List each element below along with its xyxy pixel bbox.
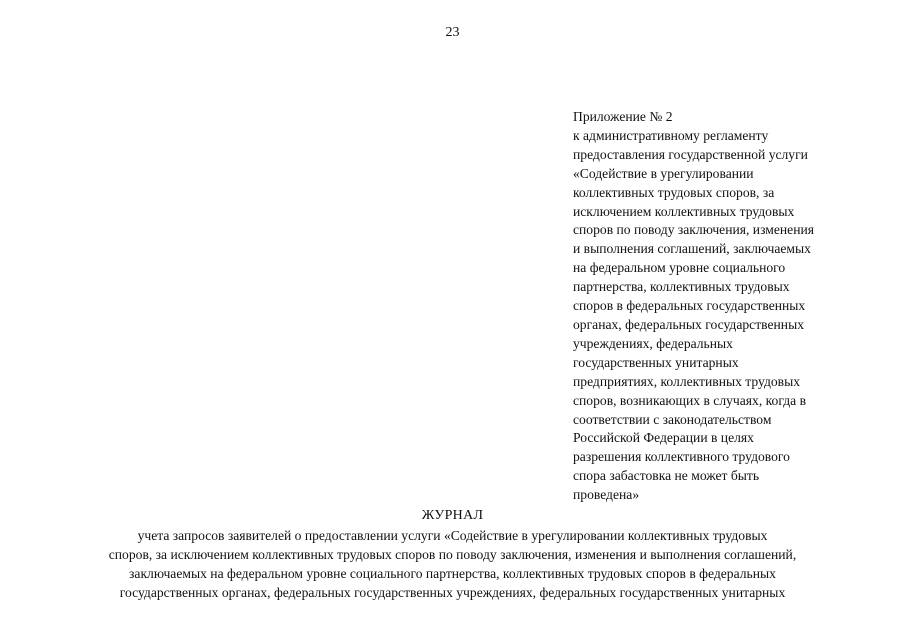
- journal-description: [60, 527, 845, 603]
- journal-line: государственных органах, федеральных государственных учреждениях, федеральных государственных унитарных: [119, 584, 786, 600]
- appendix-line: споров, возникающих в случаях, когда в: [573, 392, 807, 408]
- appendix-line: разрешения коллективного трудового: [573, 449, 790, 465]
- appendix-line: проведена»: [573, 487, 640, 503]
- appendix-line: исключением коллективных трудовых: [573, 203, 795, 219]
- journal-line: споров, за исключением коллективных трудовых споров по поводу заключения, изменения и выполнения соглашений,: [108, 546, 797, 562]
- appendix-line: предоставления государственной услуги: [573, 146, 808, 162]
- journal-line: учета запросов заявителей о предоставлении услуги «Содействие в урегулировании коллективных трудовых: [137, 528, 768, 543]
- appendix-line: соответствии с законодательством: [573, 411, 772, 427]
- appendix-line: Приложение № 2: [573, 109, 673, 124]
- appendix-line: органах, федеральных государственных: [573, 316, 804, 332]
- appendix-line: «Содействие в урегулировании: [573, 165, 754, 181]
- appendix-line: спора забастовка не может быть: [573, 468, 760, 484]
- journal-title: ЖУРНАЛ: [421, 508, 484, 523]
- appendix-line: учреждениях, федеральных: [573, 335, 733, 351]
- appendix-block: [573, 108, 873, 505]
- appendix-line: Российской Федерации в целях: [573, 430, 754, 446]
- appendix-line: предприятиях, коллективных трудовых: [573, 373, 801, 389]
- appendix-line: к административному регламенту: [573, 127, 769, 143]
- appendix-line: государственных унитарных: [573, 354, 739, 370]
- appendix-line: коллективных трудовых споров, за: [573, 184, 775, 200]
- appendix-line: и выполнения соглашений, заключаемых: [573, 241, 811, 257]
- page-number: 23: [445, 25, 460, 40]
- appendix-line: споров в федеральных государственных: [573, 298, 806, 314]
- journal-line: заключаемых на федеральном уровне социального партнерства, коллективных трудовых споров в федеральных: [129, 565, 776, 581]
- appendix-line: на федеральном уровне социального: [573, 260, 786, 276]
- appendix-line: партнерства, коллективных трудовых: [573, 279, 790, 295]
- appendix-line: споров по поводу заключения, изменения: [573, 222, 814, 238]
